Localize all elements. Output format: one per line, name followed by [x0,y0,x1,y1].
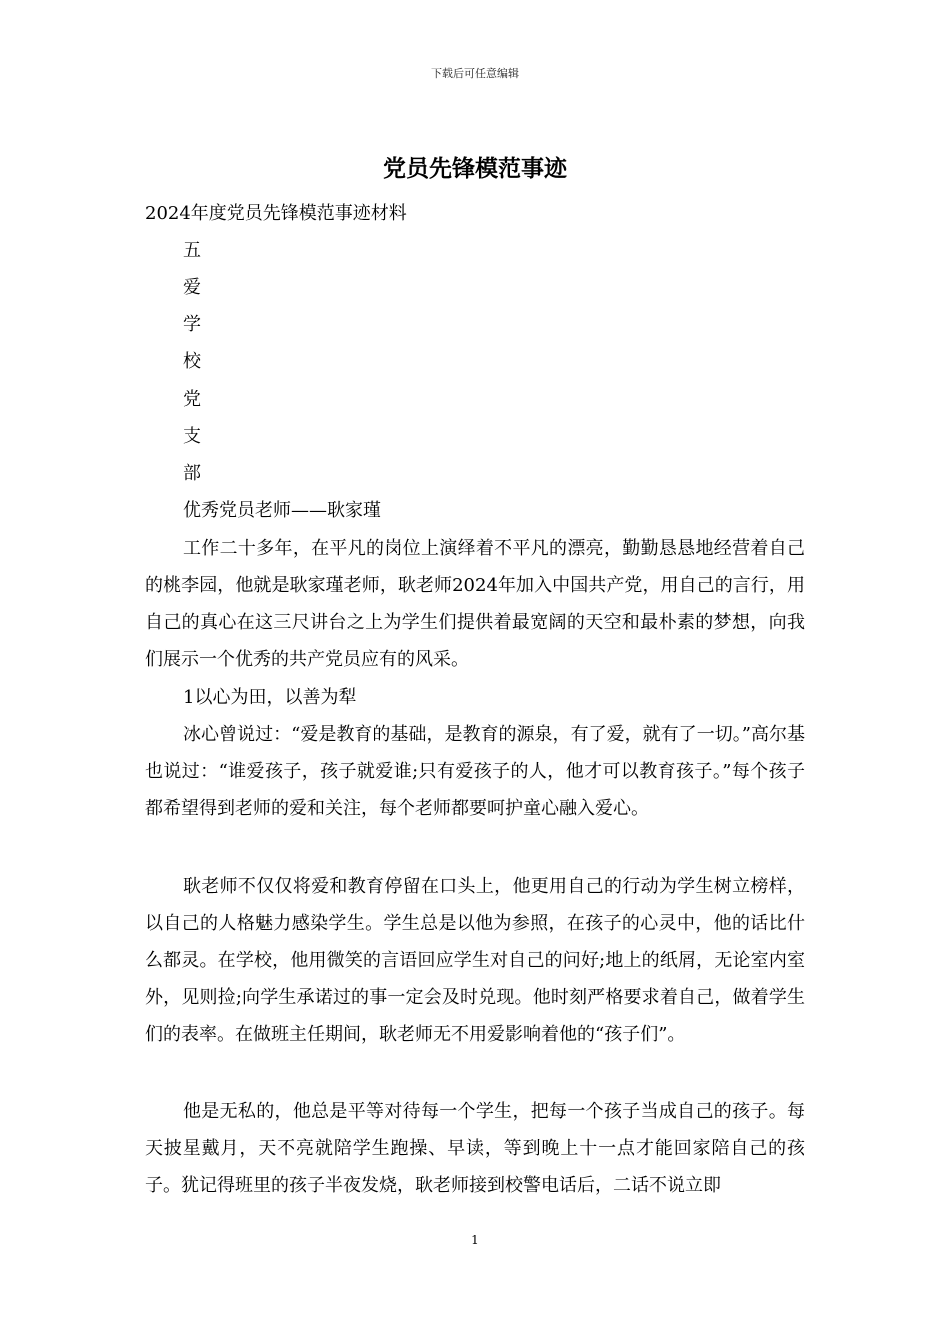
section-heading: 1以心为田，以善为犁 [183,687,357,708]
vertical-char: 爱 [183,277,201,298]
document-title: 党员先锋模范事迹 [383,155,567,182]
page-number: 1 [471,1233,479,1247]
vertical-char: 学 [183,314,201,335]
vertical-char: 五 [183,240,201,261]
paragraph-example: 耿老师不仅仅将爱和教育停留在口头上，他更用自己的行动为学生树立榜样，以自己的人格魅力感染学生。学生总是以他为参照，在孩子的心灵中，他的话比什么都灵。在学校，他用微笑的言语回应学生对自己的问好;地上的纸屑，无论室内室外，见则捡;向学生承诺过的事一定会及时兑现。他时刻严格要求着自己，做着学生们的表率。在做班主任期间，耿老师无不用爱影响着他的“孩子们”。 [145,876,805,1045]
vertical-char: 党 [183,389,201,410]
paragraph-quote: 冰心曾说过：“爱是教育的基础，是教育的源泉，有了爱，就有了一切。”高尔基也说过：“谁爱孩子，孩子就爱谁;只有爱孩子的人，他才可以教育孩子。”每个孩子都希望得到老师的爱和关注，每个老师都要呵护童心融入爱心。 [145,724,805,819]
vertical-char: 部 [183,463,201,484]
paragraph-selfless: 他是无私的，他总是平等对待每一个学生，把每一个孩子当成自己的孩子。每天披星戴月，天不亮就陪学生跑操、早读，等到晚上十一点才能回家陪自己的孩子。犹记得班里的孩子半夜发烧，耿老师接到校警电话后，二话不说立即 [145,1101,805,1196]
document-subtitle: 2024年度党员先锋模范事迹材料 [145,203,407,224]
vertical-char: 校 [183,351,201,372]
page-header-note: 下载后可任意编辑 [431,67,519,80]
honoree-heading: 优秀党员老师——耿家瑾 [183,500,381,521]
paragraph-intro: 工作二十多年，在平凡的岗位上演绎着不平凡的漂亮，勤勤恳恳地经营着自己的桃李园，他就是耿家瑾老师，耿老师2024年加入中国共产党，用自己的言行，用自己的真心在这三尺讲台之上为学生们提供着最宽阔的天空和最朴素的梦想，向我们展示一个优秀的共产党员应有的风采。 [145,538,805,670]
vertical-char: 支 [183,426,201,447]
